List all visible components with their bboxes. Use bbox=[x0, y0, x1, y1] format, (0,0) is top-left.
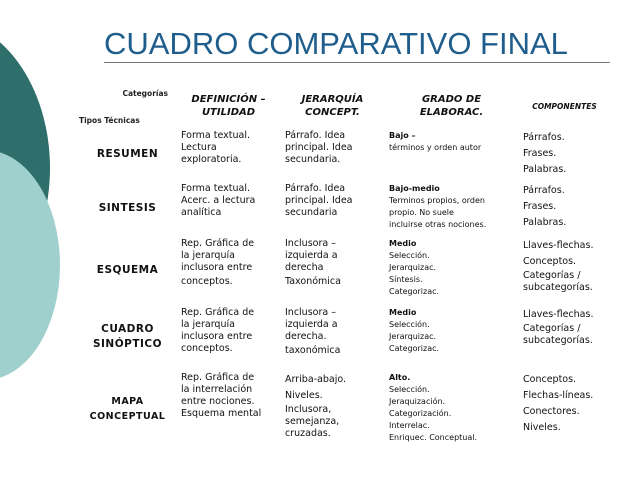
cell-line: Medio bbox=[389, 308, 417, 317]
cell-line: Categorías / bbox=[523, 270, 581, 281]
componentes-cell bbox=[519, 181, 611, 236]
corner-cell bbox=[79, 85, 177, 128]
table-header-row bbox=[79, 85, 611, 128]
cell-line: Inclusora – bbox=[285, 238, 336, 249]
cell-line: Acerc. a lectura bbox=[181, 195, 256, 206]
cell-line: Niveles. bbox=[285, 390, 323, 401]
cell-line: Lectura bbox=[181, 142, 217, 153]
cell-line: incluirse otras nociones. bbox=[389, 220, 487, 229]
componentes-cell bbox=[519, 128, 611, 181]
cell-line: Llaves-flechas. bbox=[523, 309, 594, 320]
table-row bbox=[79, 128, 611, 181]
cell-line: Frases. bbox=[523, 148, 557, 159]
cell-line: Arriba-abajo. bbox=[285, 374, 347, 385]
cell-line: Forma textual. bbox=[181, 130, 251, 141]
cell-line: Terminos propios, orden bbox=[389, 196, 485, 205]
cell-line: subcategorías. bbox=[523, 282, 593, 293]
table-row bbox=[79, 181, 611, 236]
cell-line: Categorización. bbox=[389, 409, 452, 418]
title-underline bbox=[104, 62, 610, 63]
cell-line: Categorizac. bbox=[389, 344, 440, 353]
row-name: MAPA CONCEPTUAL bbox=[79, 370, 177, 449]
cell-line: Inclusora, bbox=[285, 404, 332, 415]
jerarquia-cell bbox=[281, 305, 385, 370]
cell-line: izquierda a bbox=[285, 250, 338, 261]
table-row bbox=[79, 305, 611, 370]
cell-line: Taxonómica bbox=[285, 276, 341, 287]
cell-line: Rep. Gráfica de bbox=[181, 238, 255, 249]
cell-line: inclusora entre bbox=[181, 262, 253, 273]
cell-line: semejanza, bbox=[285, 416, 340, 427]
definicion-cell bbox=[177, 181, 281, 236]
cell-line: derecha. bbox=[285, 331, 327, 342]
jerarquia-cell bbox=[281, 370, 385, 449]
cell-line: Medio bbox=[389, 239, 417, 248]
cell-line: Flechas-líneas. bbox=[523, 390, 594, 401]
cell-line: Conceptos. bbox=[523, 256, 577, 267]
corner-categorias: Categorías bbox=[122, 89, 168, 98]
cell-line: izquierda a bbox=[285, 319, 338, 330]
grado-cell bbox=[385, 128, 519, 181]
cell-line: términos y orden autor bbox=[389, 143, 482, 152]
comparison-table bbox=[78, 84, 611, 449]
cell-line: Jeraquización. bbox=[389, 397, 446, 406]
cell-line: Inclusora – bbox=[285, 307, 336, 318]
jerarquia-cell bbox=[281, 236, 385, 305]
definicion-cell bbox=[177, 236, 281, 305]
grado-cell bbox=[385, 181, 519, 236]
cell-line: secundaria bbox=[285, 207, 338, 218]
slide-title: CUADRO COMPARATIVO FINAL bbox=[104, 26, 568, 61]
column-header-definicion: DEFINICIÓN – UTILIDAD bbox=[177, 85, 281, 128]
cell-line: secundaria. bbox=[285, 154, 341, 165]
decorative-shapes bbox=[0, 0, 80, 479]
cell-line: la interrelación bbox=[181, 384, 253, 395]
table-row bbox=[79, 370, 611, 449]
cell-line: Bajo – bbox=[389, 131, 416, 140]
cell-line: Selección. bbox=[389, 320, 430, 329]
cell-line: Esquema mental bbox=[181, 408, 262, 419]
definicion-cell bbox=[177, 128, 281, 181]
column-header-componentes: COMPONENTES bbox=[519, 85, 611, 128]
cell-line: Síntesis. bbox=[389, 275, 423, 284]
cell-line: analítica bbox=[181, 207, 222, 218]
cell-line: la jerarquía bbox=[181, 250, 235, 261]
row-name: ESQUEMA bbox=[79, 236, 177, 305]
cell-line: Enriquec. Conceptual. bbox=[389, 433, 478, 442]
jerarquia-cell bbox=[281, 128, 385, 181]
cell-line: Categorizac. bbox=[389, 287, 440, 296]
cell-line: Frases. bbox=[523, 201, 557, 212]
cell-line: Párrafo. Idea bbox=[285, 183, 346, 194]
column-header-grado: GRADO DE ELABORAC. bbox=[385, 85, 519, 128]
cell-line: exploratoria. bbox=[181, 154, 242, 165]
cell-line: Categorías / bbox=[523, 323, 581, 334]
definicion-cell bbox=[177, 370, 281, 449]
cell-line: Forma textual. bbox=[181, 183, 251, 194]
column-header-jerarquia: JERARQUÍA CONCEPT. bbox=[281, 85, 385, 128]
corner-tipos-tecnicas: Tipos Técnicas bbox=[79, 116, 140, 125]
cell-line: Jerarquizac. bbox=[389, 332, 437, 341]
cell-line: Rep. Gráfica de bbox=[181, 307, 255, 318]
cell-line: principal. Idea bbox=[285, 195, 353, 206]
row-name: RESUMEN bbox=[79, 128, 177, 181]
cell-line: Selección. bbox=[389, 251, 430, 260]
cell-line: Palabras. bbox=[523, 217, 567, 228]
cell-line: Conectores. bbox=[523, 406, 580, 417]
cell-line: conceptos. bbox=[181, 276, 233, 287]
cell-line: inclusora entre bbox=[181, 331, 253, 342]
grado-cell bbox=[385, 305, 519, 370]
cell-line: Alto. bbox=[389, 373, 411, 382]
componentes-cell bbox=[519, 305, 611, 370]
cell-line: Conceptos. bbox=[523, 374, 577, 385]
cell-line: derecha bbox=[285, 262, 324, 273]
grado-cell bbox=[385, 236, 519, 305]
cell-line: Niveles. bbox=[523, 422, 561, 433]
cell-line: subcategorías. bbox=[523, 335, 593, 346]
row-name: SINTESIS bbox=[79, 181, 177, 236]
cell-line: Selección. bbox=[389, 385, 430, 394]
componentes-cell bbox=[519, 370, 611, 449]
cell-line: Interrelac. bbox=[389, 421, 430, 430]
cell-line: Llaves-flechas. bbox=[523, 240, 594, 251]
componentes-cell bbox=[519, 236, 611, 305]
cell-line: conceptos. bbox=[181, 343, 233, 354]
row-name: CUADRO SINÓPTICO bbox=[79, 305, 177, 370]
cell-line: Párrafos. bbox=[523, 185, 565, 196]
jerarquia-cell bbox=[281, 181, 385, 236]
table-row bbox=[79, 236, 611, 305]
grado-cell bbox=[385, 370, 519, 449]
cell-line: taxonómica bbox=[285, 345, 341, 356]
cell-line: cruzadas. bbox=[285, 428, 331, 439]
cell-line: Jerarquizac. bbox=[389, 263, 437, 272]
definicion-cell bbox=[177, 305, 281, 370]
cell-line: principal. Idea bbox=[285, 142, 353, 153]
cell-line: Párrafos. bbox=[523, 132, 565, 143]
cell-line: Bajo-medio bbox=[389, 184, 440, 193]
cell-line: Rep. Gráfica de bbox=[181, 372, 255, 383]
cell-line: entre nociones. bbox=[181, 396, 255, 407]
cell-line: Palabras. bbox=[523, 164, 567, 175]
cell-line: la jerarquía bbox=[181, 319, 235, 330]
light-teal-circle bbox=[0, 150, 60, 380]
cell-line: Párrafo. Idea bbox=[285, 130, 346, 141]
cell-line: propio. No suele bbox=[389, 208, 454, 217]
